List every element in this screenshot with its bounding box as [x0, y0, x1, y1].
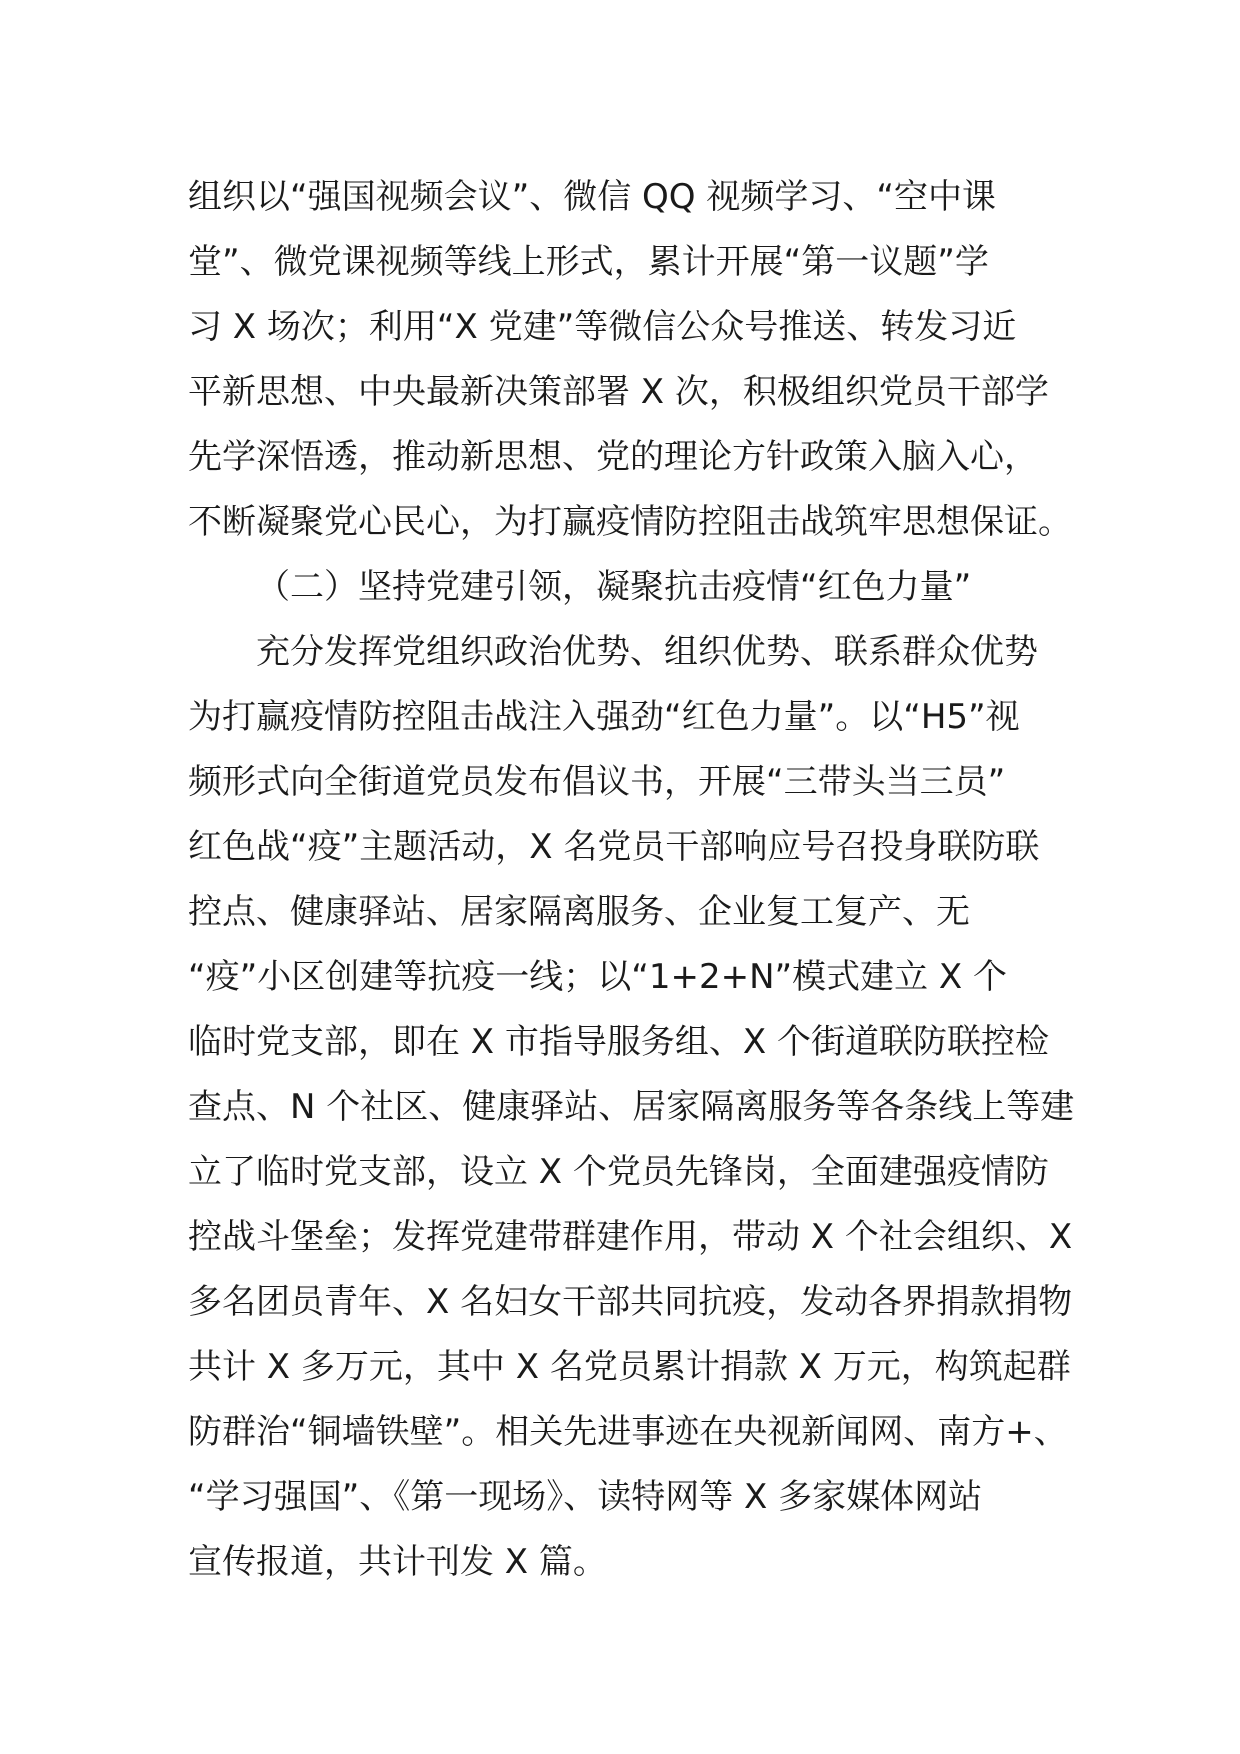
paragraph-line: 为打赢疫情防控阻击战注入强劲“红色力量”。以“H5”视	[188, 697, 1020, 737]
paragraph-line: 控战斗堡垒；发挥党建带群建作用，带动 X 个社会组织、X	[188, 1217, 1073, 1257]
paragraph-line: 平新思想、中央最新决策部署 X 次，积极组织党员干部学	[188, 372, 1049, 412]
paragraph-line: 共计 X 多万元，其中 X 名党员累计捐款 X 万元，构筑起群	[188, 1347, 1071, 1387]
paragraph-body	[188, 620, 1075, 1595]
paragraph-line: 充分发挥党组织政治优势、组织优势、联系群众优势	[256, 632, 1038, 672]
paragraph-line: 防群治“铜墙铁壁”。相关先进事迹在央视新闻网、南方+、	[188, 1412, 1068, 1452]
paragraph-line: 多名团员青年、X 名妇女干部共同抗疫，发动各界捐款捐物	[188, 1282, 1073, 1322]
paragraph-line: 查点、N 个社区、健康驿站、居家隔离服务等各条线上等建	[188, 1087, 1075, 1127]
section-heading-text: （二）坚持党建引领，凝聚抗击疫情“红色力量”	[256, 567, 972, 607]
paragraph-continued	[188, 165, 1072, 555]
paragraph-line: 宣传报道，共计刊发 X 篇。	[188, 1542, 607, 1582]
paragraph-line: 红色战“疫”主题活动，X 名党员干部响应号召投身联防联	[188, 827, 1040, 867]
section-heading	[188, 555, 1068, 620]
paragraph-line: 立了临时党支部，设立 X 个党员先锋岗，全面建强疫情防	[188, 1152, 1049, 1192]
paragraph-line: 频形式向全街道党员发布倡议书，开展“三带头当三员”	[188, 762, 1006, 802]
paragraph-line: 组织以“强国视频会议”、微信 QQ 视频学习、“空中课	[188, 177, 996, 217]
paragraph-line: 控点、健康驿站、居家隔离服务、企业复工复产、无	[188, 892, 970, 932]
paragraph-line: 不断凝聚党心民心，为打赢疫情防控阻击战筑牢思想保证。	[188, 502, 1072, 542]
paragraph-line: “学习强国”、《第一现场》、读特网等 X 多家媒体网站	[188, 1477, 983, 1517]
paragraph-line: 临时党支部，即在 X 市指导服务组、X 个街道联防联控检	[188, 1022, 1050, 1062]
paragraph-line: 习 X 场次；利用“X 党建”等微信公众号推送、转发习近	[188, 307, 1017, 347]
paragraph-line: “疫”小区创建等抗疫一线；以“1+2+N”模式建立 X 个	[188, 957, 1008, 997]
paragraph-line: 堂”、微党课视频等线上形式，累计开展“第一议题”学	[188, 242, 989, 282]
paragraph-line: 先学深悟透，推动新思想、党的理论方针政策入脑入心，	[188, 437, 1038, 477]
